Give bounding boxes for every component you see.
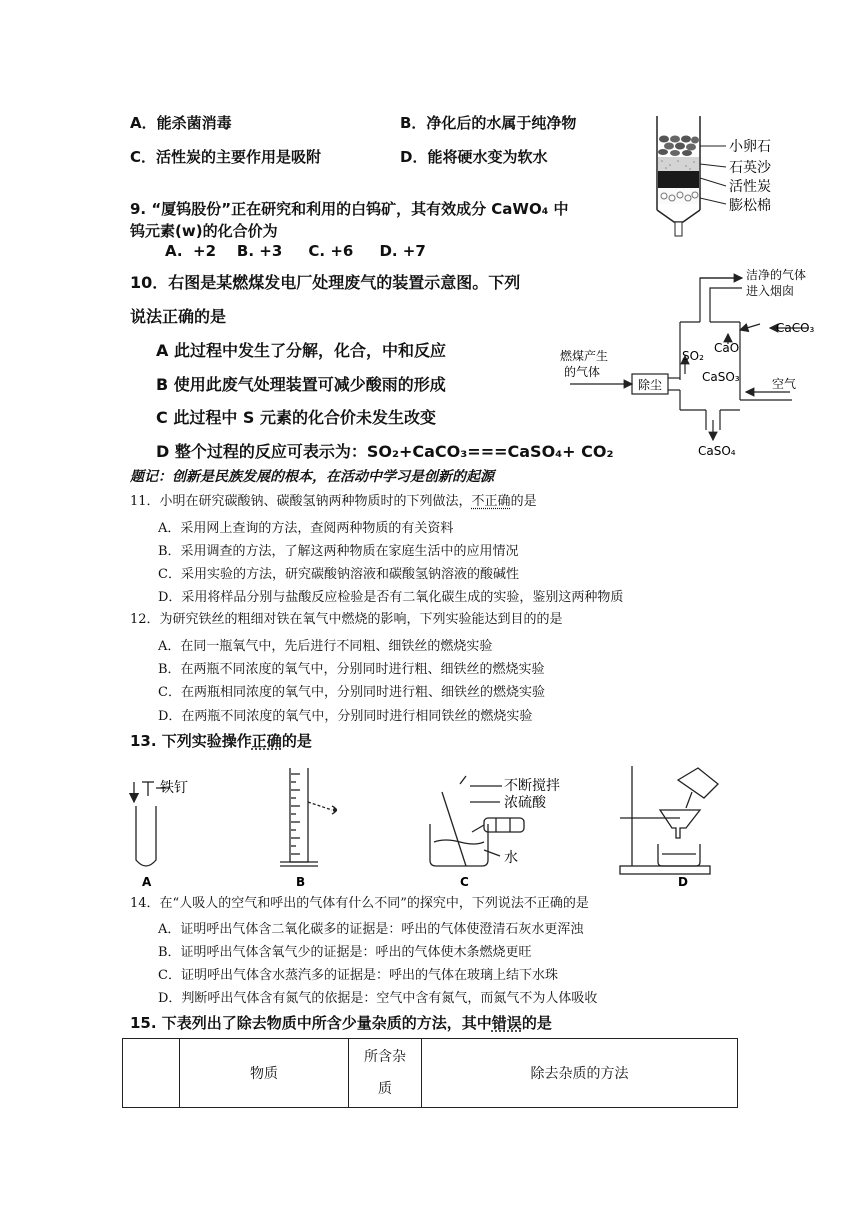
q15-table <box>122 1038 738 1108</box>
q10-stem-line1: 10．右图是某燃煤发电厂处理废气的装置示意图。下列 <box>130 273 521 292</box>
table-header-impurity <box>349 1039 422 1108</box>
q10-option-b: B 使用此废气处理装置可减少酸雨的形成 <box>156 375 446 394</box>
q11-option-c: C．采用实验的方法，研究碳酸钠溶液和碳酸氢钠溶液的酸碱性 <box>158 567 519 582</box>
q14-option-b: B．证明呼出气体含氧气少的证据是：呼出的气体使木条燃烧更旺 <box>158 945 532 960</box>
q15-stem-emph: 错误 <box>491 1014 522 1032</box>
flue-gas-diagram <box>560 262 830 462</box>
figure-b-cylinder <box>280 768 337 866</box>
q14-stem: 14．在“人吸人的空气和呼出的气体有什么不同”的探究中，下列说法不正确的是 <box>130 896 589 911</box>
q12-stem: 12．为研究铁丝的粗细对铁在氧气中燃烧的影响，下列实验能达到目的的是 <box>130 612 563 627</box>
impurity-line-1: 所含杂 <box>364 1049 406 1065</box>
q8-option-d: D．能将硬水变为软水 <box>400 148 548 166</box>
label-pebbles: 小卵石 <box>729 139 771 155</box>
label-charcoal: 活性炭 <box>729 179 771 195</box>
figure-c-acid-label: 浓硫酸 <box>504 795 546 811</box>
diagram-air: 空气 <box>772 377 797 391</box>
q13-stem-emph: 正确 <box>251 732 282 750</box>
pebble-layer <box>658 134 699 156</box>
diagram-clean-gas-2: 进入烟囱 <box>746 284 795 298</box>
q15-stem <box>130 1012 552 1033</box>
table-header-method: 除去杂质的方法 <box>422 1039 738 1108</box>
q8-option-a: A．能杀菌消毒 <box>130 114 232 132</box>
q11-option-b: B．采用调查的方法，了解这两种物质在家庭生活中的应用情况 <box>158 544 519 559</box>
q13-figures <box>120 762 720 892</box>
q10-option-a: A 此过程中发生了分解，化合，中和反应 <box>156 341 446 360</box>
charcoal-layer <box>658 171 699 188</box>
label-sand: 石英沙 <box>729 160 771 176</box>
section-note: 题记：创新是民族发展的根本，在活动中学习是创新的起源 <box>130 469 494 485</box>
q13-stem-pre: 13. 下列实验操作 <box>130 732 252 750</box>
q9-stem-line2: 钨元素(w)的化合价为 <box>130 222 278 240</box>
impurity-line-2: 质 <box>378 1081 392 1097</box>
diagram-cao: CaO <box>714 341 740 355</box>
table-header-blank <box>123 1039 180 1108</box>
table-header-substance: 物质 <box>180 1039 349 1108</box>
q14-option-d: D．判断呼出气体含有氮气的依据是：空气中含有氮气，而氮气不为人体吸收 <box>158 991 598 1006</box>
water-filter-figure <box>650 112 810 242</box>
diagram-caco3: CaCO₃ <box>776 321 815 335</box>
figure-c-stir-label: 不断搅拌 <box>504 778 560 794</box>
q12-option-c: C．在两瓶相同浓度的氧气中，分别同时进行粗、细铁丝的燃烧实验 <box>158 685 545 700</box>
figure-label-c: C <box>460 875 469 889</box>
figure-a-label: 铁钉 <box>160 780 188 796</box>
diagram-so2: SO₂ <box>682 349 704 363</box>
q15-stem-pre: 15. 下表列出了除去物质中所含少量杂质的方法，其中 <box>130 1014 492 1032</box>
q12-option-d: D．在两瓶不同浓度的氧气中，分别同时进行相同铁丝的燃烧实验 <box>158 709 533 724</box>
q10-stem-line2: 说法正确的是 <box>130 307 227 326</box>
q13-stem <box>130 730 312 751</box>
diagram-clean-gas-1: 洁净的气体 <box>746 268 807 282</box>
cotton-layer <box>658 188 699 204</box>
q12-option-a: A．在同一瓶氧气中，先后进行不同粗、细铁丝的燃烧实验 <box>158 639 493 654</box>
q8-option-c: C．活性炭的主要作用是吸附 <box>130 148 322 166</box>
q11-stem <box>130 490 537 509</box>
diagram-input-gas-1: 燃煤产生 <box>560 349 609 363</box>
q9-stem-line1: 9. “厦钨股份”正在研究和利用的白钨矿，其有效成分 CaWO₄ 中 <box>130 200 569 218</box>
figure-c-water-label: 水 <box>504 850 518 866</box>
q14-option-a: A．证明呼出气体含二氧化碳多的证据是：呼出的气体使澄清石灰水更浑浊 <box>158 922 584 937</box>
q11-stem-emph: 不正确 <box>471 494 511 509</box>
q11-option-d: D．采用将样品分别与盐酸反应检验是否有二氧化碳生成的实验，鉴别这两种物质 <box>158 590 624 605</box>
q11-stem-pre: 11．小明在研究碳酸钠、碳酸氢钠两种物质时的下列做法， <box>130 494 472 509</box>
diagram-dust: 除尘 <box>638 378 663 392</box>
q8-option-b: B．净化后的水属于纯净物 <box>400 114 577 132</box>
q10-option-c: C 此过程中 S 元素的化合价未发生改变 <box>156 408 436 427</box>
q11-stem-post: 的是 <box>510 494 537 509</box>
q13-stem-post: 的是 <box>281 732 312 750</box>
outlet-tube <box>675 222 682 236</box>
table-row <box>123 1039 738 1108</box>
q14-option-c: C．证明呼出气体含水蒸汽多的证据是：呼出的气体在玻璃上结下水珠 <box>158 968 558 983</box>
label-cotton: 膨松棉 <box>729 198 771 214</box>
q9-options: A. +2 B. +3 C. +6 D. +7 <box>165 242 426 260</box>
q10-option-d: D 整个过程的反应可表示为：SO₂+CaCO₃===CaSO₄+ CO₂ <box>156 442 614 461</box>
q15-stem-post: 的是 <box>521 1014 552 1032</box>
diagram-input-gas-2: 的气体 <box>564 365 601 379</box>
figure-label-b: B <box>296 875 306 889</box>
diagram-caso4: CaSO₄ <box>698 444 736 458</box>
diagram-caso3: CaSO₃ <box>702 370 740 384</box>
figure-label-d: D <box>678 875 688 889</box>
figure-d-filtration <box>620 766 718 874</box>
figure-label-a: A <box>142 875 152 889</box>
q11-option-a: A．采用网上查询的方法，查阅两种物质的有关资料 <box>158 521 454 536</box>
sand-layer <box>658 157 699 171</box>
q12-option-b: B．在两瓶不同浓度的氧气中，分别同时进行粗、细铁丝的燃烧实验 <box>158 662 545 677</box>
